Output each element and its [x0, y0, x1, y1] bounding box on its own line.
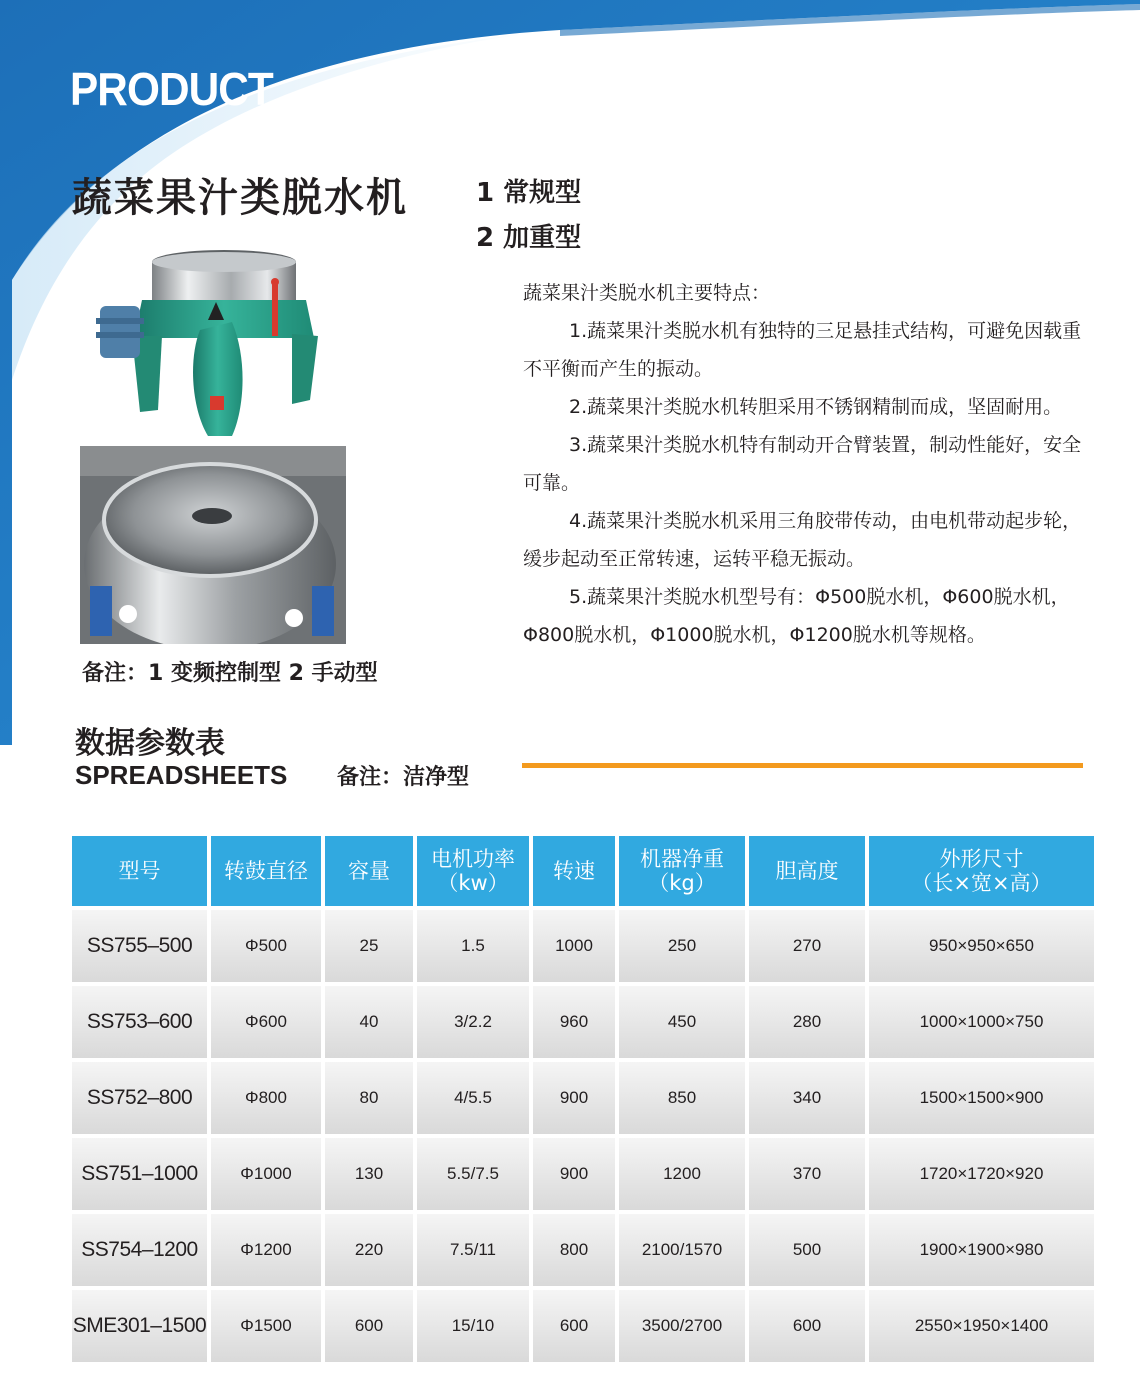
table-cell: 500 [749, 1214, 865, 1286]
table-row [72, 986, 1094, 1058]
table-cell: 250 [619, 910, 745, 982]
table-cell: 3/2.2 [417, 986, 529, 1058]
table-cell: Φ1000 [211, 1138, 321, 1210]
table-cell: 3500/2700 [619, 1290, 745, 1362]
table-cell: SS755–500 [72, 910, 207, 982]
table-cell: 1500×1500×900 [869, 1062, 1094, 1134]
table-cell: 40 [325, 986, 413, 1058]
table-cell: 600 [325, 1290, 413, 1362]
product-header-label: PRODUCT [70, 63, 273, 115]
feature-item: 1.蔬菜果汁类脱水机有独特的三足悬挂式结构，可避免因载重不平衡而产生的振动。 [523, 320, 1082, 380]
table-cell: 2550×1950×1400 [869, 1290, 1094, 1362]
table-row [72, 1062, 1094, 1134]
table-cell: 7.5/11 [417, 1214, 529, 1286]
spreadsheet-title-en: SPREADSHEETS [75, 760, 288, 790]
table-cell: SME301–1500 [72, 1290, 207, 1362]
table-row [72, 1290, 1094, 1362]
table-cell: 220 [325, 1214, 413, 1286]
features-block [523, 274, 1085, 654]
table-cell: 1000×1000×750 [869, 986, 1094, 1058]
table-cell: SS754–1200 [72, 1214, 207, 1286]
table-cell: 5.5/7.5 [417, 1138, 529, 1210]
spec-table [68, 832, 1098, 1366]
spreadsheet-title-cn: 数据参数表 [75, 726, 225, 761]
table-cell: 80 [325, 1062, 413, 1134]
table-cell: 370 [749, 1138, 865, 1210]
table-row [72, 910, 1094, 982]
table-cell: 900 [533, 1062, 615, 1134]
table-cell: 600 [533, 1290, 615, 1362]
header-cell: 容量 [325, 836, 413, 906]
table-cell: 800 [533, 1214, 615, 1286]
table-cell: 1.5 [417, 910, 529, 982]
header-cell: 外形尺寸 （长×宽×高） [869, 836, 1094, 906]
table-cell: 270 [749, 910, 865, 982]
type-item-standard: 1 常规型 [476, 178, 582, 208]
spreadsheet-remark: 备注：洁净型 [337, 765, 470, 790]
table-cell: 950×950×650 [869, 910, 1094, 982]
table-cell: 900 [533, 1138, 615, 1210]
table-cell: 15/10 [417, 1290, 529, 1362]
table-cell: Φ1200 [211, 1214, 321, 1286]
header-cell: 转速 [533, 836, 615, 906]
machine-exterior-photo [92, 240, 332, 440]
feature-item: 4.蔬菜果汁类脱水机采用三角胶带传动，由电机带动起步轮，缓步起动至正常转速，运转平稳无振动。 [523, 510, 1082, 570]
feature-item: 2.蔬菜果汁类脱水机转胆采用不锈钢精制而成，坚固耐用。 [569, 396, 1063, 418]
table-cell: Φ500 [211, 910, 321, 982]
table-cell: 1900×1900×980 [869, 1214, 1094, 1286]
table-cell: SS751–1000 [72, 1138, 207, 1210]
table-cell: SS753–600 [72, 986, 207, 1058]
table-cell: 280 [749, 986, 865, 1058]
table-row [72, 1214, 1094, 1286]
table-cell: 1000 [533, 910, 615, 982]
table-cell: 850 [619, 1062, 745, 1134]
product-title: 蔬菜果汁类脱水机 [72, 175, 408, 221]
product-remark: 备注：1 变频控制型 2 手动型 [82, 661, 378, 686]
header-cell: 型号 [72, 836, 207, 906]
table-cell: Φ1500 [211, 1290, 321, 1362]
table-cell: 1720×1720×920 [869, 1138, 1094, 1210]
table-cell: Φ600 [211, 986, 321, 1058]
table-cell: 130 [325, 1138, 413, 1210]
header-cell: 电机功率 （kw） [417, 836, 529, 906]
table-cell: 2100/1570 [619, 1214, 745, 1286]
table-cell: 960 [533, 986, 615, 1058]
table-cell: 1200 [619, 1138, 745, 1210]
table-cell: 600 [749, 1290, 865, 1362]
drum-interior-photo [80, 446, 346, 644]
table-row [72, 1138, 1094, 1210]
table-cell: 450 [619, 986, 745, 1058]
divider-line [522, 763, 1083, 768]
table-cell: 25 [325, 910, 413, 982]
table-cell: Φ800 [211, 1062, 321, 1134]
type-item-heavy: 2 加重型 [476, 223, 582, 253]
header-cell: 机器净重 （kg） [619, 836, 745, 906]
table-header-row [72, 836, 1094, 906]
features-heading: 蔬菜果汁类脱水机主要特点： [523, 282, 771, 304]
header-cell: 胆高度 [749, 836, 865, 906]
feature-item: 5.蔬菜果汁类脱水机型号有：Φ500脱水机，Φ600脱水机，Φ800脱水机，Φ1000脱水机，Φ1200脱水机等规格。 [523, 586, 1070, 646]
table-cell: SS752–800 [72, 1062, 207, 1134]
header-cell: 转鼓直径 [211, 836, 321, 906]
feature-item: 3.蔬菜果汁类脱水机特有制动开合臂装置，制动性能好，安全可靠。 [523, 434, 1082, 494]
table-cell: 4/5.5 [417, 1062, 529, 1134]
table-cell: 340 [749, 1062, 865, 1134]
